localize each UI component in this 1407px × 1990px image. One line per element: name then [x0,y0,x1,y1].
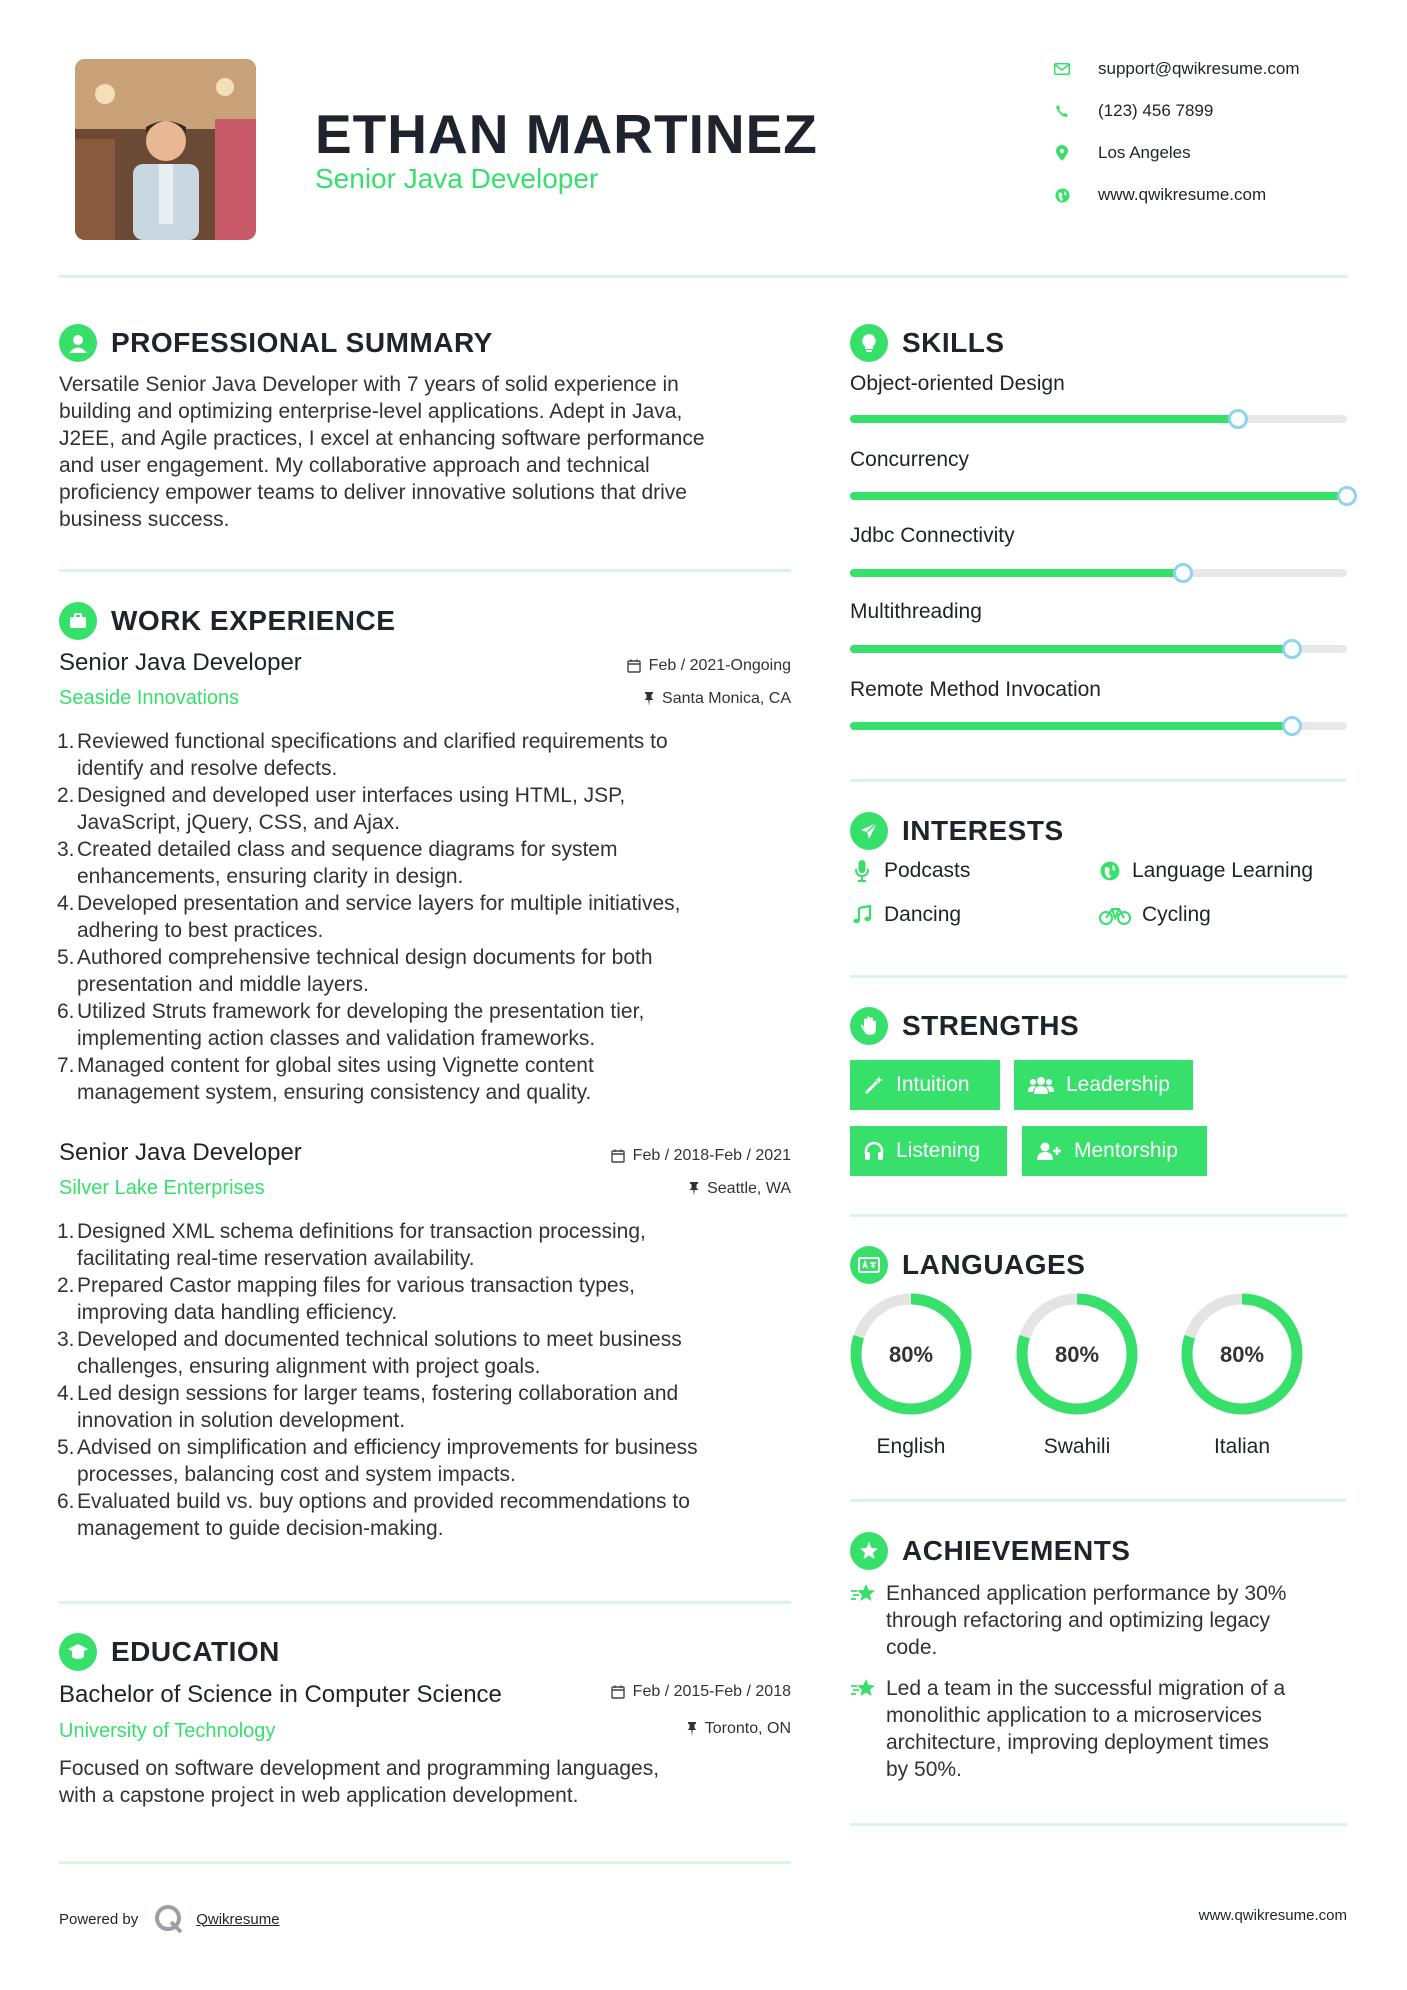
languages-heading [850,1245,1085,1285]
microphone-icon [850,860,874,882]
skill-bar-knob [1282,716,1302,736]
job-duties-list [59,728,799,1106]
language-item [849,1292,973,1459]
user-plus-icon [1036,1141,1062,1161]
section-divider [850,1214,1347,1217]
interest-dancing [850,903,961,927]
summary-heading [59,323,493,363]
skill-bar-knob [1228,409,1248,429]
pushpin-icon [644,692,654,706]
lightbulb-icon [850,324,888,362]
summary-line: and user engagement. My collaborative approach and technical [59,454,650,477]
skill-bar-knob [1173,563,1193,583]
star-icon [850,1532,888,1570]
envelope-icon [1052,59,1072,79]
star-icon [850,1580,886,1661]
skill-bar [850,415,1347,423]
job-duties-list [59,1218,799,1542]
interest-cycling [1098,903,1211,927]
achievement-line: through refactoring and optimizing legacy [886,1609,1271,1632]
language-name: English [876,1435,946,1458]
section-divider [850,1823,1347,1826]
section-divider [850,975,1347,978]
language-donut [1180,1292,1304,1416]
summary-line: Versatile Senior Java Developer with 7 years of solid experience in [59,373,679,396]
company-name: Seaside Innovations [59,687,240,709]
strengths-title: STRENGTHS [902,1010,1080,1041]
education-location-text: Toronto, ON [704,1720,791,1737]
skill-bar-knob [1337,486,1357,506]
contact-website-text: www.qwikresume.com [1098,185,1267,204]
interest-label: Dancing [884,903,962,926]
job-location-text: Santa Monica, CA [662,690,791,707]
languages-title: LANGUAGES [902,1249,1086,1280]
strength-chip-listening [850,1126,1007,1176]
profile-photo [75,59,256,240]
list-item: 5. Authored comprehensive technical design documents for both presentation and middle layers. [57,946,653,996]
job-dates [480,657,791,675]
language-item [1180,1292,1304,1459]
raised-hand-icon [850,1007,888,1045]
skill-name: Concurrency [850,448,970,471]
strength-chip-mentorship [1022,1126,1207,1176]
pushpin-icon [687,1722,697,1736]
skill-bar [850,645,1347,653]
summary-line: business success. [59,508,230,531]
magic-wand-icon [864,1075,884,1095]
section-divider [59,1861,791,1864]
user-icon [59,324,97,362]
list-item: 1. Reviewed functional specifications and clarified requirements to identify and resolve defects. [57,730,668,780]
contact-website[interactable] [1052,183,1382,207]
paper-plane-icon [850,812,888,850]
summary-line: building and optimizing enterprise-level applications. Adept in Java, [59,400,683,423]
strength-label: Leadership [1066,1073,1170,1096]
strengths-heading [850,1006,1079,1046]
language-donut [849,1292,973,1416]
contact-location-text: Los Angeles [1098,143,1191,162]
summary-line: J2EE, and Agile practices, I excel at enhancing software performance [59,427,705,450]
education-heading [59,1632,280,1672]
candidate-title: Senior Java Developer [315,163,599,194]
section-divider [850,779,1347,782]
company-name: Silver Lake Enterprises [59,1177,265,1199]
skill-bar-fill [850,645,1292,653]
skill-bar-knob [1282,639,1302,659]
job-title: Senior Java Developer [59,1139,302,1166]
map-pin-icon [1052,143,1072,163]
list-item: 4. Led design sessions for larger teams, fostering collaboration and innovation in solution development. [57,1382,679,1432]
users-icon [1028,1075,1054,1095]
achievement-line: Led a team in the successful migration of a [886,1677,1286,1700]
job-dates [480,1147,791,1165]
achievement-line: by 50%. [886,1758,962,1781]
job-location-text: Seattle, WA [707,1180,791,1197]
achievements-heading [850,1531,1130,1571]
achievement-item [850,1580,1350,1661]
skill-bar-fill [850,569,1183,577]
summary-text [59,371,799,533]
globe-icon [1052,185,1072,205]
header-divider [59,275,1348,278]
interests-title: INTERESTS [902,815,1064,846]
work-title: WORK EXPERIENCE [111,605,396,636]
language-percent: 80% [1219,1342,1265,1367]
interest-label: Podcasts [884,859,971,882]
school-name: University of Technology [59,1720,276,1742]
skill-bar [850,569,1347,577]
language-percent: 80% [1054,1342,1100,1367]
section-divider [59,569,791,572]
language-name: Swahili [1043,1435,1111,1458]
achievement-item [850,1675,1350,1783]
contact-location [1052,141,1382,165]
education-dates [480,1683,791,1701]
language-name: Italian [1213,1435,1271,1458]
section-divider [850,1499,1347,1502]
education-description [59,1755,799,1809]
language-item [1015,1292,1139,1459]
strength-chip-leadership [1014,1060,1193,1110]
job-location [480,1180,791,1198]
education-line: with a capstone project in web application development. [59,1784,579,1807]
list-item: 2. Designed and developed user interfaces using HTML, JSP, JavaScript, jQuery, CSS, and Ajax. [57,784,626,834]
pushpin-icon [689,1182,699,1196]
strength-label: Listening [896,1139,981,1162]
footer-brand-link[interactable]: Qwikresume [196,1910,280,1928]
interest-podcasts [850,859,970,883]
list-item: 4. Developed presentation and service layers for multiple initiatives, adhering to best practices. [57,892,681,942]
skill-bar-fill [850,492,1347,500]
summary-title: PROFESSIONAL SUMMARY [111,327,493,358]
skill-bar-fill [850,722,1292,730]
headphones-icon [864,1141,884,1161]
list-item: 2. Prepared Castor mapping files for various transaction types, improving data handling efficiency. [57,1274,635,1324]
work-heading [59,601,395,641]
achievement-line: code. [886,1636,938,1659]
achievements-title: ACHIEVEMENTS [902,1535,1131,1566]
briefcase-icon [59,602,97,640]
language-percent: 80% [888,1342,934,1367]
skill-name: Jdbc Connectivity [850,524,1015,547]
strength-chip-intuition [850,1060,1000,1110]
contact-email[interactable] [1052,57,1382,81]
interest-label: Cycling [1142,903,1211,926]
skill-bar-fill [850,415,1238,423]
education-location [480,1720,791,1738]
job-dates-text: Feb / 2021-Ongoing [648,657,791,674]
qwikresume-logo-icon [154,1904,184,1934]
skills-title: SKILLS [902,327,1005,358]
calendar-icon [611,1149,625,1163]
interests-heading [850,811,1064,851]
calendar-icon [627,659,641,673]
list-item: 5. Advised on simplification and efficiency improvements for business processes, balancing cost and system impacts. [57,1436,698,1486]
education-title: EDUCATION [111,1636,280,1667]
footer-powered [59,1904,280,1934]
skill-bar [850,492,1347,500]
language-icon [850,1246,888,1284]
footer-powered-text: Powered by [59,1910,139,1928]
bicycle-icon [1098,905,1132,925]
globe-icon [1098,861,1122,881]
summary-line: proficiency empower teams to deliver innovative solutions that drive [59,481,687,504]
education-line: Focused on software development and programming languages, [59,1757,660,1780]
skill-name: Remote Method Invocation [850,678,1101,701]
achievement-line: Enhanced application performance by 30% [886,1582,1287,1605]
strength-label: Mentorship [1074,1139,1178,1162]
list-item: 7. Managed content for global sites using Vignette content management system, ensuring consistency and quality. [57,1054,594,1104]
job-title: Senior Java Developer [59,649,302,676]
degree-title: Bachelor of Science in Computer Science [59,1681,502,1708]
interest-label: Language Learning [1132,859,1314,882]
skill-name: Multithreading [850,600,982,623]
contact-email-text: support@qwikresume.com [1098,59,1300,78]
music-note-icon [850,905,874,925]
star-icon [850,1675,886,1783]
list-item: 3. Developed and documented technical solutions to meet business challenges, ensuring alignment with project goals. [57,1328,682,1378]
job-dates-text: Feb / 2018-Feb / 2021 [632,1147,791,1164]
achievement-line: architecture, improving deployment times [886,1731,1269,1754]
job-location [480,690,791,708]
phone-icon [1052,101,1072,121]
contact-phone-text: (123) 456 7899 [1098,101,1214,120]
skills-heading [850,323,1005,363]
footer-url[interactable]: www.qwikresume.com [1198,1907,1347,1924]
achievement-line: monolithic application to a microservices [886,1704,1262,1727]
language-donut [1015,1292,1139,1416]
calendar-icon [611,1685,625,1699]
graduate-icon [59,1633,97,1671]
strength-label: Intuition [896,1073,970,1096]
list-item: 6. Evaluated build vs. buy options and provided recommendations to management to guide decision-making. [57,1490,690,1540]
education-dates-text: Feb / 2015-Feb / 2018 [632,1683,791,1700]
contact-phone[interactable] [1052,99,1382,123]
skill-bar [850,722,1347,730]
skill-name: Object-oriented Design [850,372,1065,395]
interest-language-learning [1098,859,1313,883]
list-item: 6. Utilized Struts framework for developing the presentation tier, implementing action classes and validation frameworks. [57,1000,645,1050]
list-item: 3. Created detailed class and sequence diagrams for system enhancements, ensuring clarity in design. [57,838,618,888]
candidate-name: ETHAN MARTINEZ [315,103,818,165]
list-item: 1. Designed XML schema definitions for transaction processing, facilitating real-time reservation availability. [57,1220,646,1270]
section-divider [59,1601,791,1604]
